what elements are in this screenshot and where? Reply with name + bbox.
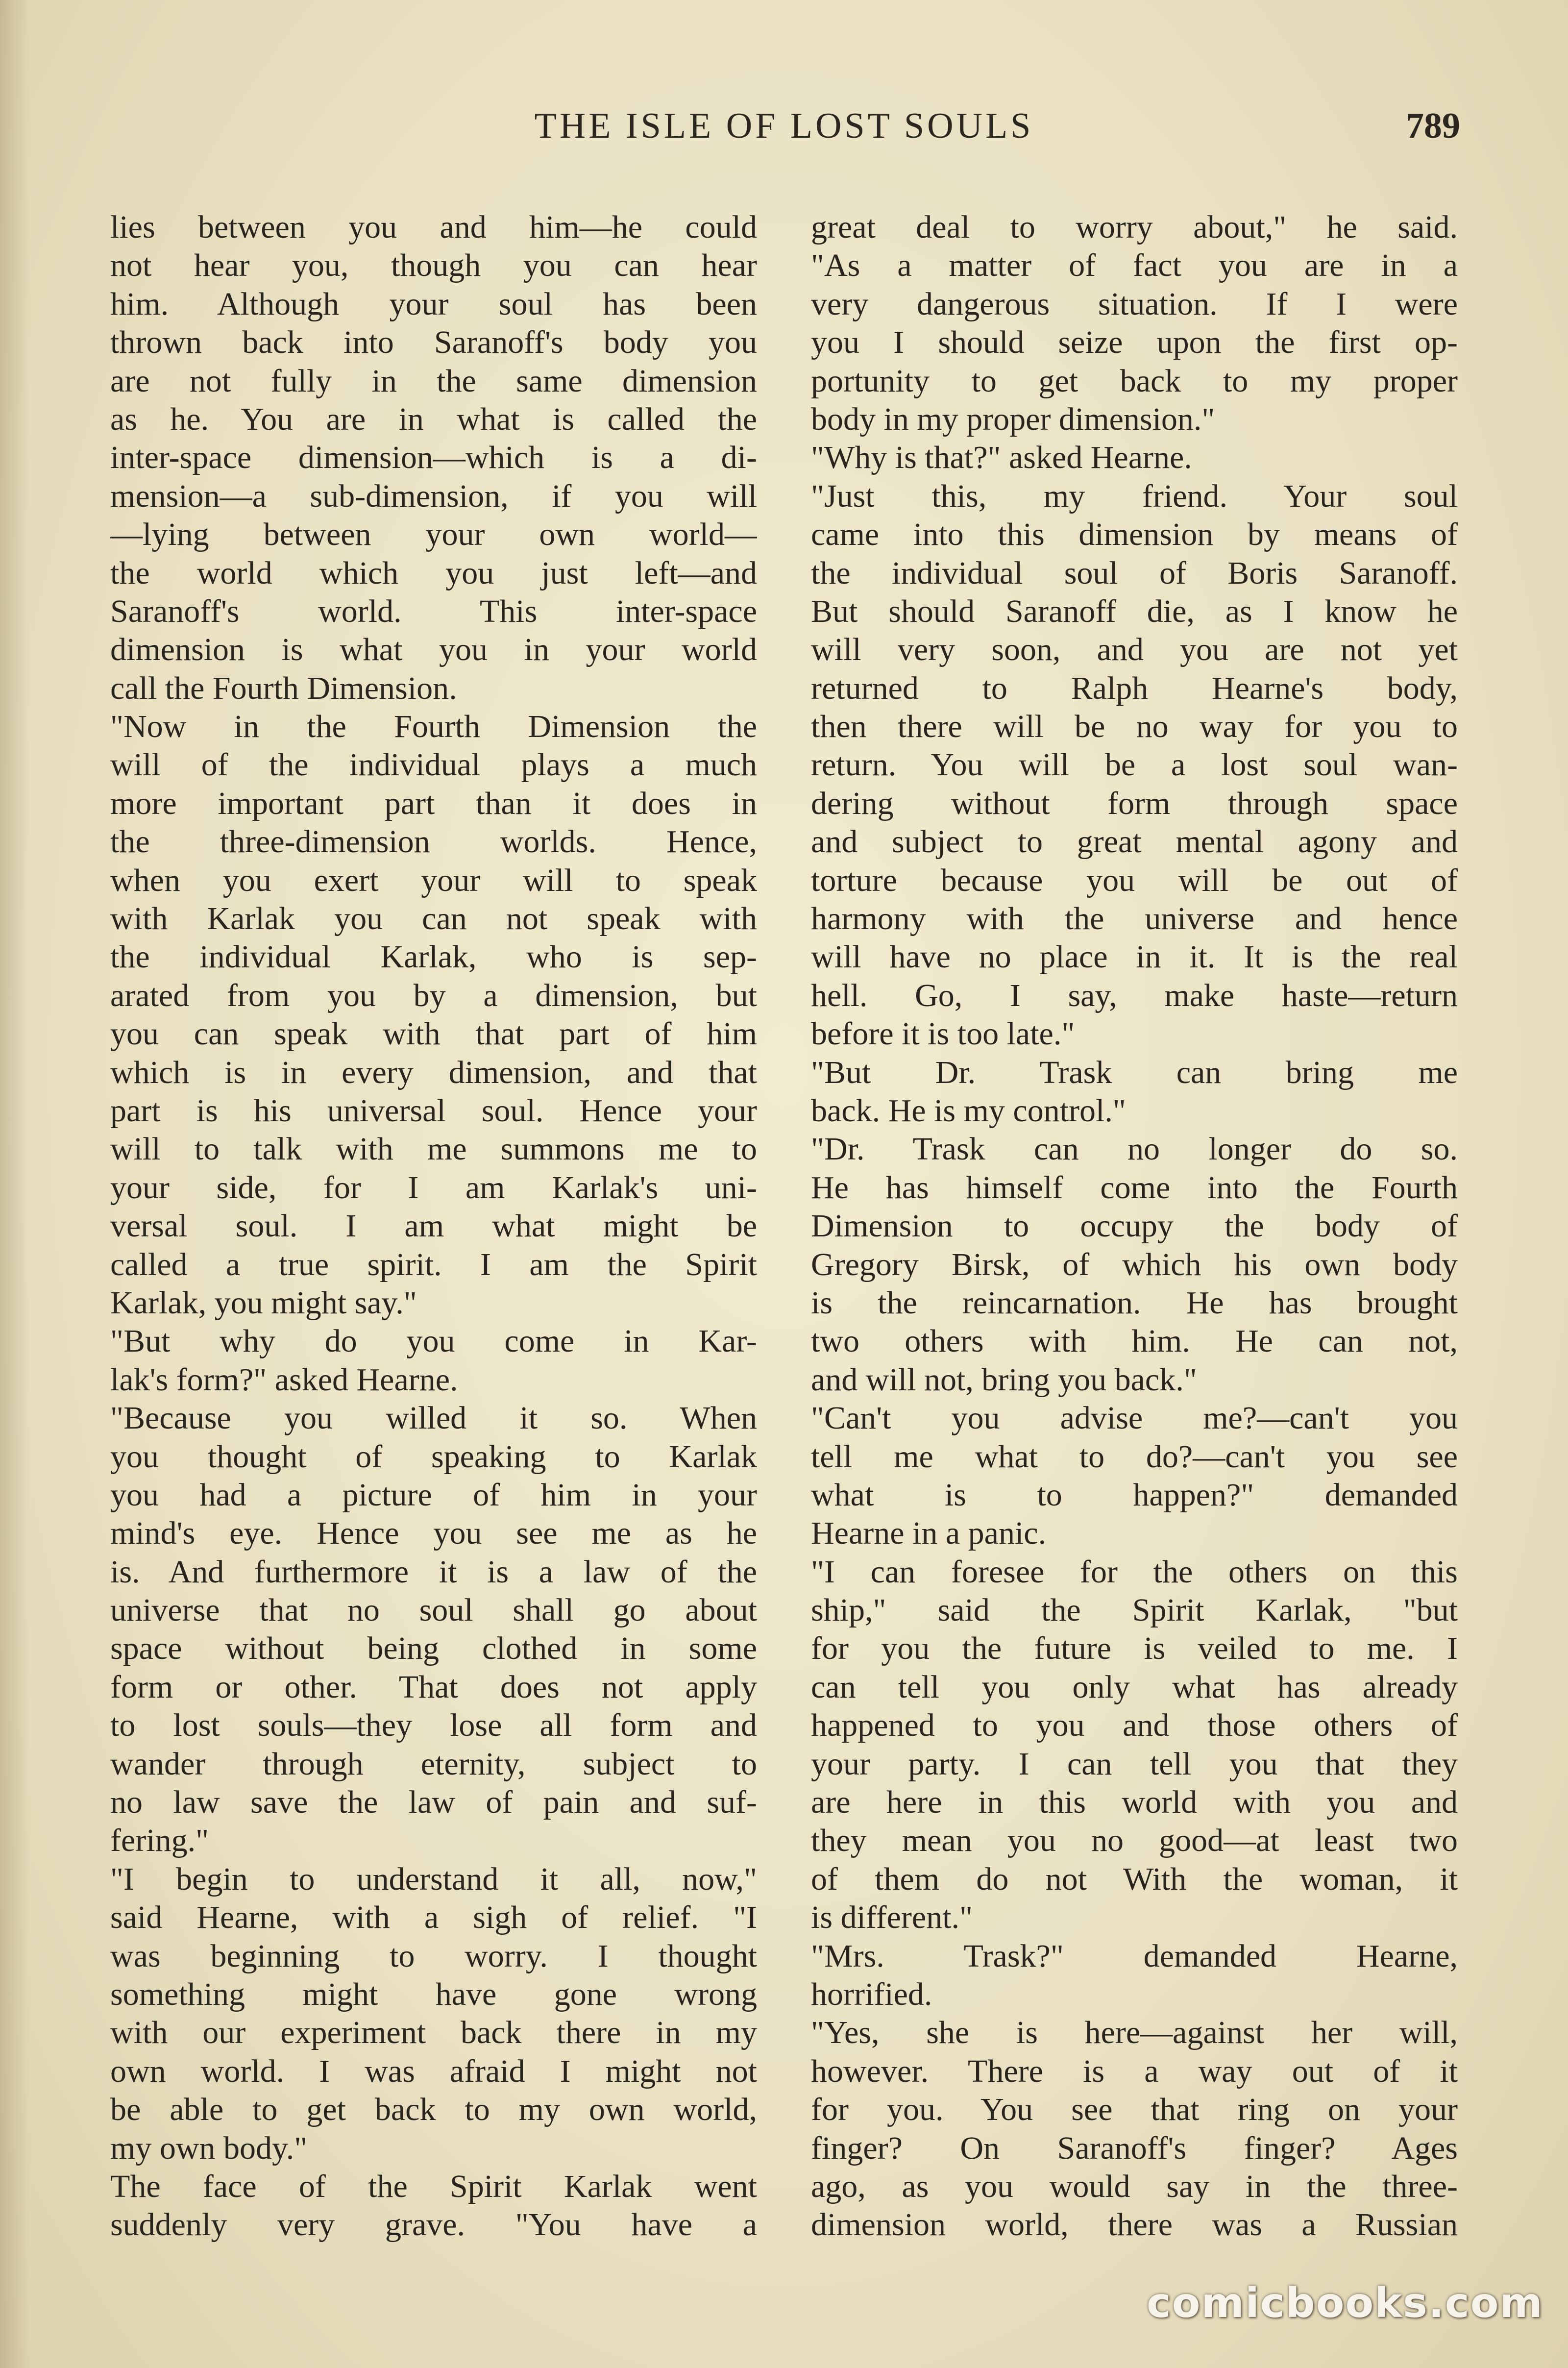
text-line: my own body." bbox=[110, 2130, 308, 2166]
text-line: lies between you and him—he could bbox=[110, 209, 757, 245]
text-line: no law save the law of pain and suf- bbox=[110, 1784, 757, 1821]
text-line: they mean you no good—at least two bbox=[811, 1823, 1458, 1859]
text-line: part is his universal soul. Hence your bbox=[110, 1092, 757, 1129]
text-line: inter-space dimension—which is a di- bbox=[110, 440, 757, 476]
text-line: fering." bbox=[110, 1823, 209, 1859]
text-line: mension—a sub-dimension, if you will bbox=[110, 478, 757, 514]
text-line: Dimension to occupy the body of bbox=[811, 1208, 1458, 1244]
text-line: call the Fourth Dimension. bbox=[110, 670, 457, 706]
text-line: He has himself come into the Fourth bbox=[811, 1169, 1458, 1206]
text-line: horrified. bbox=[811, 1976, 932, 2012]
text-line: great deal to worry about," he said. bbox=[811, 209, 1458, 245]
text-line: the individual soul of Boris Saranoff. bbox=[811, 555, 1458, 591]
text-line: what is to happen?" demanded bbox=[811, 1477, 1458, 1513]
text-line: ship," said the Spirit Karlak, "but bbox=[811, 1592, 1458, 1628]
text-line: "Why is that?" asked Hearne. bbox=[811, 440, 1192, 476]
text-line: you had a picture of him in your bbox=[110, 1477, 757, 1513]
text-line: "Mrs. Trask?" demanded Hearne, bbox=[811, 1938, 1458, 1974]
text-line: dering without form through space bbox=[811, 785, 1458, 821]
page-edge-shadow bbox=[0, 0, 29, 2368]
text-line: harmony with the universe and hence bbox=[811, 901, 1458, 937]
text-line: back. He is my control." bbox=[811, 1092, 1126, 1129]
page-number: 789 bbox=[1406, 106, 1460, 146]
left-text-column bbox=[110, 208, 757, 2245]
text-line: space without being clothed in some bbox=[110, 1630, 757, 1667]
text-line: "I begin to understand it all, now," bbox=[110, 1861, 757, 1897]
text-line: form or other. That does not apply bbox=[110, 1669, 757, 1705]
text-line: tell me what to do?—can't you see bbox=[811, 1438, 1458, 1475]
text-line: "Now in the Fourth Dimension the bbox=[110, 709, 757, 745]
text-line: with our experiment back there in my bbox=[110, 2015, 757, 2051]
text-line: can tell you only what has already bbox=[811, 1669, 1458, 1705]
text-line: which is in every dimension, and that bbox=[110, 1054, 757, 1090]
text-line: something might have gone wrong bbox=[110, 1976, 757, 2012]
text-line: the individual Karlak, who is sep- bbox=[110, 939, 757, 975]
text-line: wander through eternity, subject to bbox=[110, 1746, 757, 1782]
text-line: mind's eye. Hence you see me as he bbox=[110, 1515, 757, 1552]
text-line: is the reincarnation. He has brought bbox=[811, 1284, 1458, 1321]
text-line: before it is too late." bbox=[811, 1016, 1075, 1052]
text-line: with Karlak you can not speak with bbox=[110, 901, 757, 937]
text-line: will have no place in it. It is the real bbox=[811, 939, 1458, 975]
text-line: more important part than it does in bbox=[110, 785, 757, 821]
watermark-logo: comicbooks.com bbox=[1147, 2279, 1544, 2327]
text-line: "But Dr. Trask can bring me bbox=[811, 1054, 1458, 1090]
text-line: body in my proper dimension." bbox=[811, 401, 1215, 437]
text-line: "Yes, she is here—against her will, bbox=[811, 2015, 1458, 2051]
text-line: not hear you, though you can hear bbox=[110, 247, 757, 284]
text-line: will to talk with me summons me to bbox=[110, 1131, 757, 1167]
text-line: own world. I was afraid I might not bbox=[110, 2053, 757, 2089]
text-line: came into this dimension by means of bbox=[811, 517, 1458, 553]
text-line: "Just this, my friend. Your soul bbox=[811, 478, 1458, 514]
text-line: are not fully in the same dimension bbox=[110, 363, 757, 399]
text-line: for you. You see that ring on your bbox=[811, 2092, 1458, 2128]
text-line: suddenly very grave. "You have a bbox=[110, 2207, 757, 2243]
text-line: then there will be no way for you to bbox=[811, 709, 1458, 745]
text-line: him. Although your soul has been bbox=[110, 286, 757, 322]
text-line: be able to get back to my own world, bbox=[110, 2092, 757, 2128]
text-line: are here in this world with you and bbox=[811, 1784, 1458, 1821]
text-line: returned to Ralph Hearne's body, bbox=[811, 670, 1458, 706]
text-line: your party. I can tell you that they bbox=[811, 1746, 1458, 1782]
text-line: versal soul. I am what might be bbox=[110, 1208, 757, 1244]
text-line: however. There is a way out of it bbox=[811, 2053, 1458, 2089]
text-line: return. You will be a lost soul wan- bbox=[811, 747, 1458, 783]
text-line: the three-dimension worlds. Hence, bbox=[110, 824, 757, 860]
text-line: you thought of speaking to Karlak bbox=[110, 1438, 757, 1475]
text-line: and will not, bring you back." bbox=[811, 1361, 1197, 1398]
text-line: you can speak with that part of him bbox=[110, 1016, 757, 1052]
text-line: arated from you by a dimension, but bbox=[110, 977, 757, 1013]
text-line: torture because you will be out of bbox=[811, 862, 1458, 898]
text-line: "As a matter of fact you are in a bbox=[811, 247, 1458, 284]
text-line: dimension world, there was a Russian bbox=[811, 2207, 1458, 2243]
text-line: of them do not With the woman, it bbox=[811, 1861, 1458, 1897]
text-line: —lying between your own world— bbox=[110, 517, 757, 553]
text-line: will very soon, and you are not yet bbox=[811, 632, 1458, 668]
text-line: your side, for I am Karlak's uni- bbox=[110, 1169, 757, 1206]
text-line: said Hearne, with a sigh of relief. "I bbox=[110, 1899, 757, 1936]
text-line: "But why do you come in Kar- bbox=[110, 1323, 757, 1359]
text-line: But should Saranoff die, as I know he bbox=[811, 593, 1458, 629]
text-line: was beginning to worry. I thought bbox=[110, 1938, 757, 1974]
text-line: the world which you just left—and bbox=[110, 555, 757, 591]
text-line: universe that no soul shall go about bbox=[110, 1592, 757, 1628]
text-line: The face of the Spirit Karlak went bbox=[110, 2168, 757, 2204]
text-line: very dangerous situation. If I were bbox=[811, 286, 1458, 322]
text-line: is. And furthermore it is a law of the bbox=[110, 1554, 757, 1590]
text-line: thrown back into Saranoff's body you bbox=[110, 324, 757, 361]
text-line: "I can foresee for the others on this bbox=[811, 1554, 1458, 1590]
text-line: to lost souls—they lose all form and bbox=[110, 1707, 757, 1744]
text-line: ago, as you would say in the three- bbox=[811, 2168, 1458, 2204]
text-line: portunity to get back to my proper bbox=[811, 363, 1458, 399]
text-line: is different." bbox=[811, 1899, 973, 1936]
text-line: "Can't you advise me?—can't you bbox=[811, 1400, 1458, 1436]
text-line: called a true spirit. I am the Spirit bbox=[110, 1246, 757, 1283]
text-line: Gregory Birsk, of which his own body bbox=[811, 1246, 1458, 1283]
text-line: "Because you willed it so. When bbox=[110, 1400, 757, 1436]
text-line: as he. You are in what is called the bbox=[110, 401, 757, 437]
running-header: THE ISLE OF LOST SOULS bbox=[534, 106, 1034, 146]
right-text-column bbox=[811, 208, 1458, 2245]
text-line: hell. Go, I say, make haste—return bbox=[811, 977, 1458, 1013]
text-line: will of the individual plays a much bbox=[110, 747, 757, 783]
text-line: and subject to great mental agony and bbox=[811, 824, 1458, 860]
text-line: for you the future is veiled to me. I bbox=[811, 1630, 1458, 1667]
text-line: lak's form?" asked Hearne. bbox=[110, 1361, 458, 1398]
text-line: Saranoff's world. This inter-space bbox=[110, 593, 757, 629]
text-line: dimension is what you in your world bbox=[110, 632, 757, 668]
text-line: Hearne in a panic. bbox=[811, 1515, 1047, 1552]
text-line: two others with him. He can not, bbox=[811, 1323, 1458, 1359]
text-line: you I should seize upon the first op- bbox=[811, 324, 1458, 361]
text-line: finger? On Saranoff's finger? Ages bbox=[811, 2130, 1458, 2166]
text-line: happened to you and those others of bbox=[811, 1707, 1458, 1744]
text-line: Karlak, you might say." bbox=[110, 1284, 417, 1321]
text-line: when you exert your will to speak bbox=[110, 862, 757, 898]
text-line: "Dr. Trask can no longer do so. bbox=[811, 1131, 1458, 1167]
